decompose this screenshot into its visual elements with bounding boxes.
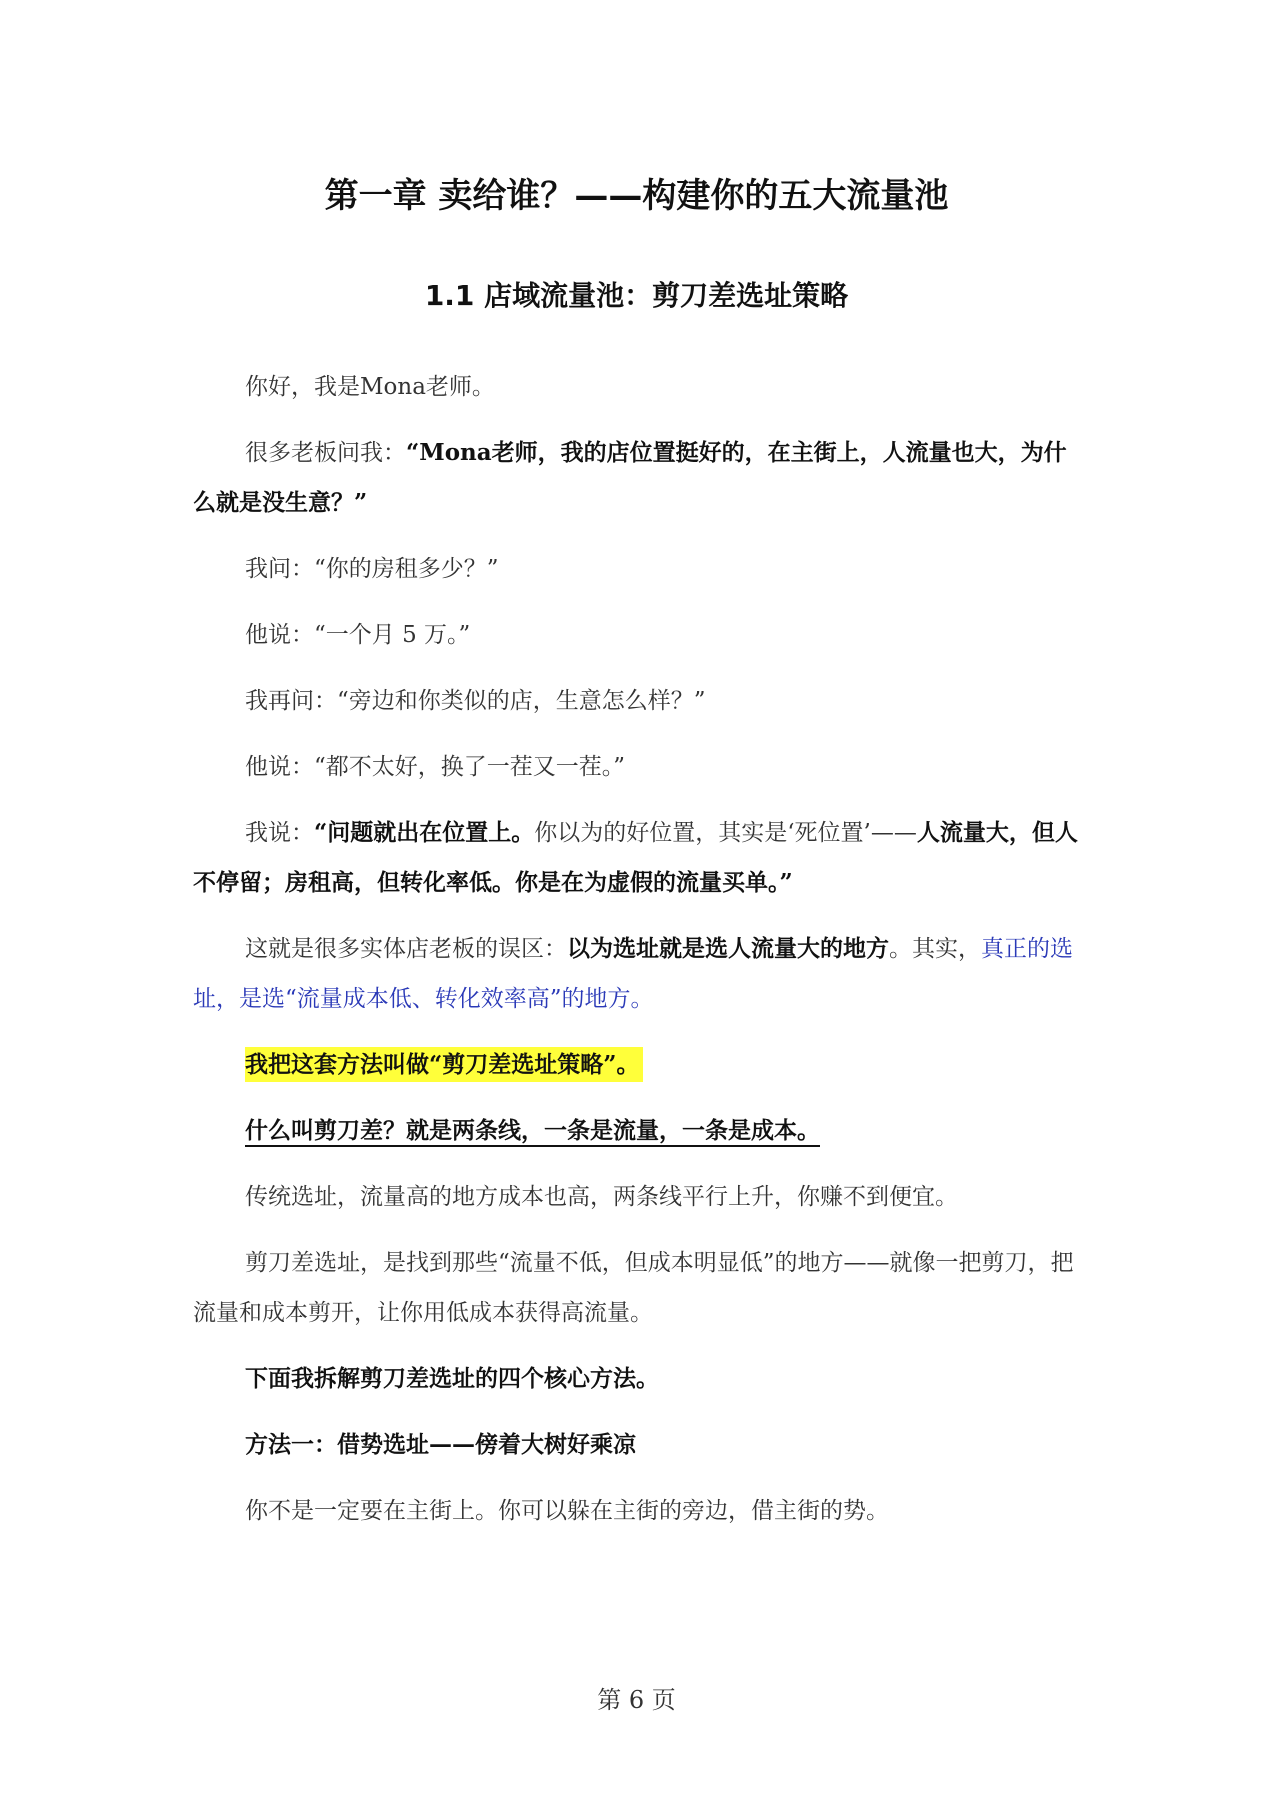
paragraph-text: 这就是很多实体店老板的误区： xyxy=(245,936,567,962)
paragraph xyxy=(193,676,1085,726)
bold-quote: “Mona老师，我的店位置挺好的，在主街上，人流量也大，为什么就是没生意？” xyxy=(193,439,1067,516)
paragraph xyxy=(193,742,1085,792)
chapter-title: 第一章 卖给谁？——构建你的五大流量池 xyxy=(324,176,949,216)
paragraph xyxy=(193,1106,1085,1156)
body-text xyxy=(193,362,1085,1552)
paragraph-text: 你不是一定要在主街上。你可以躲在主街的旁边，借主街的势。 xyxy=(245,1498,889,1524)
page-number: 第 6 页 xyxy=(597,1686,676,1714)
paragraph-text: 。其实， xyxy=(889,936,981,962)
paragraph-text: 他说：“一个月 5 万。” xyxy=(245,622,471,648)
underlined-text: 什么叫剪刀差？就是两条线，一条是流量，一条是成本。 xyxy=(245,1117,820,1144)
paragraph-text: 你好，我是Mona老师。 xyxy=(245,374,495,400)
paragraph xyxy=(193,544,1085,594)
paragraph xyxy=(193,610,1085,660)
method-heading xyxy=(193,1420,1085,1470)
bold-text: 方法一：借势选址——傍着大树好乘凉 xyxy=(245,1431,636,1458)
paragraph-text: 我问：“你的房租多少？” xyxy=(245,556,499,582)
paragraph xyxy=(193,1040,1085,1090)
bold-text: 人流量大，但人不停留；房租高，但转化率低。你是在为虚假的流量买单。” xyxy=(193,819,1078,896)
bold-text: “问题就出在位置上。 xyxy=(314,819,535,846)
paragraph-text: 传统选址，流量高的地方成本也高，两条线平行上升，你赚不到便宜。 xyxy=(245,1184,958,1210)
paragraph xyxy=(193,1238,1085,1338)
paragraph-text: 剪刀差选址，是找到那些“流量不低，但成本明显低”的地方——就像一把剪刀，把流量和成本剪开，让你用低成本获得高流量。 xyxy=(193,1250,1074,1326)
paragraph xyxy=(193,808,1085,908)
section-title: 1.1 店域流量池：剪刀差选址策略 xyxy=(424,279,849,312)
paragraph xyxy=(193,1486,1085,1536)
paragraph xyxy=(193,1172,1085,1222)
paragraph-text: 我再问：“旁边和你类似的店，生意怎么样？” xyxy=(245,688,706,714)
paragraph xyxy=(193,924,1085,1024)
bold-text: 下面我拆解剪刀差选址的四个核心方法。 xyxy=(245,1365,659,1392)
paragraph-text: 我说： xyxy=(245,820,314,846)
paragraph-text: 很多老板问我： xyxy=(245,440,406,466)
paragraph-text: 他说：“都不太好，换了一茬又一茬。” xyxy=(245,754,626,780)
highlighted-text: 我把这套方法叫做“剪刀差选址策略”。 xyxy=(245,1047,643,1082)
paragraph-text: 你以为的好位置，其实是‘死位置’—— xyxy=(534,820,917,846)
blue-text: 真正的选址，是选“流量成本低、转化效率高”的地方。 xyxy=(193,936,1073,1012)
bold-text: 以为选址就是选人流量大的地方 xyxy=(567,935,889,962)
paragraph xyxy=(193,1354,1085,1404)
paragraph xyxy=(193,428,1085,528)
paragraph xyxy=(193,362,1085,412)
